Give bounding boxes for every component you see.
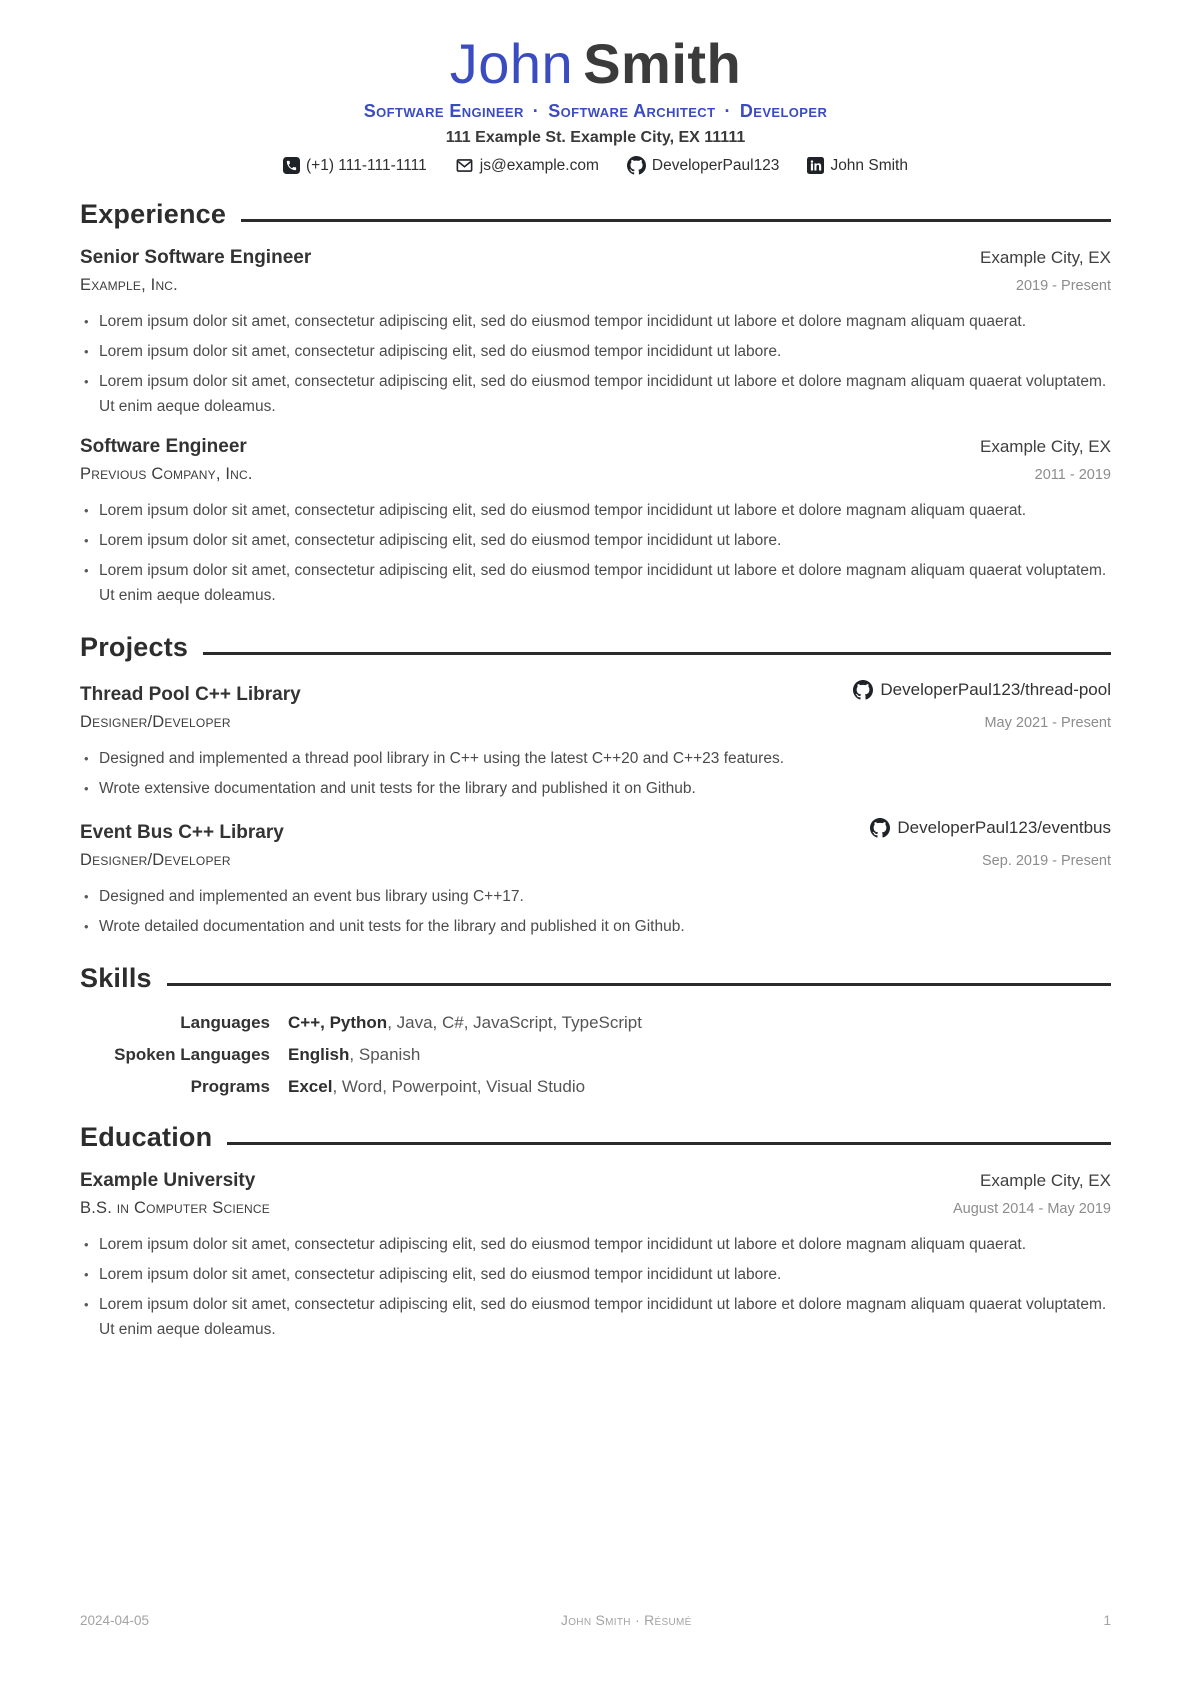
- project-dates: May 2021 - Present: [984, 715, 1111, 732]
- degree: B.S. in Computer Science: [80, 1199, 270, 1218]
- job-location: Example City, EX: [979, 437, 1111, 457]
- project-title: Thread Pool C++ Library: [80, 684, 301, 706]
- bullet-item: • Lorem ipsum dolor sit amet, consectetur adipiscing elit, sed do eiusmod tempor incididunt ut labore et dolore magnam aliquam quaerat.: [82, 1232, 1111, 1257]
- heading-rule: [241, 219, 1111, 222]
- experience-entry: [80, 247, 1111, 419]
- linkedin-contact[interactable]: [807, 157, 908, 175]
- job-location: Example City, EX: [979, 248, 1111, 268]
- education-bullets: [82, 1232, 1111, 1342]
- last-name: Smith: [583, 32, 742, 95]
- bullet-item: • Lorem ipsum dolor sit amet, consectetur adipiscing elit, sed do eiusmod tempor incididunt ut labore.: [82, 1262, 1111, 1287]
- job-title: Software Engineer: [80, 436, 247, 458]
- project-repo-link[interactable]: [853, 680, 1111, 700]
- project-dates: Sep. 2019 - Present: [982, 853, 1111, 870]
- role-developer: Developer: [739, 101, 828, 122]
- heading-rule: [227, 1142, 1111, 1145]
- footer-date: 2024-04-05: [80, 1613, 150, 1628]
- role-software-architect: Software Architect: [548, 101, 716, 122]
- education-dates: August 2014 - May 2019: [953, 1201, 1111, 1218]
- school-location: Example City, EX: [979, 1171, 1111, 1191]
- school-name: Example University: [80, 1170, 256, 1192]
- repo-name: DeveloperPaul123/thread-pool: [880, 680, 1111, 700]
- github-contact[interactable]: [627, 156, 780, 175]
- job-dates: 2011 - 2019: [1034, 467, 1111, 484]
- skill-row-programs: [80, 1076, 1111, 1098]
- skill-label: Programs: [190, 1077, 270, 1097]
- skill-value-segment: , Word, Powerpoint, Visual Studio: [332, 1077, 586, 1097]
- section-experience: [80, 199, 1111, 608]
- skill-label: Languages: [180, 1013, 270, 1033]
- job-dates: 2019 - Present: [1015, 278, 1111, 295]
- project-entry: [80, 818, 1111, 939]
- project-repo-link[interactable]: [870, 818, 1111, 838]
- github-username: DeveloperPaul123: [651, 156, 780, 174]
- email-address: js@example.com: [479, 156, 599, 174]
- mail-icon: [455, 156, 474, 175]
- project-bullets: [82, 746, 1111, 801]
- project-title: Event Bus C++ Library: [80, 822, 284, 844]
- job-bullets: [82, 309, 1111, 419]
- heading-rule: [203, 652, 1111, 655]
- role-separator: ·: [532, 101, 540, 122]
- company-name: Previous Company, Inc.: [80, 465, 253, 484]
- page-footer: [80, 1612, 1111, 1628]
- email-contact[interactable]: [455, 156, 599, 175]
- skill-row-spoken-languages: [80, 1044, 1111, 1066]
- section-title: Skills: [80, 963, 152, 994]
- section-title: Experience: [80, 199, 227, 230]
- section-title: Projects: [80, 632, 189, 663]
- bullet-item: • Wrote extensive documentation and unit tests for the library and published it on Github.: [82, 776, 1111, 801]
- project-role: Designer/Developer: [80, 713, 231, 732]
- bullet-item: • Designed and implemented an event bus library using C++17.: [82, 884, 1111, 909]
- phone-number: (+1) 111-111-1111: [306, 156, 427, 174]
- skill-value: [288, 1012, 1111, 1034]
- company-name: Example, Inc.: [80, 276, 178, 295]
- section-skills: [80, 963, 1111, 1098]
- section-education: [80, 1122, 1111, 1342]
- project-bullets: [82, 884, 1111, 939]
- first-name: John: [449, 32, 574, 95]
- skill-label: Spoken Languages: [114, 1045, 270, 1065]
- skills-heading: [80, 963, 1111, 994]
- project-entry: [80, 680, 1111, 801]
- linkedin-name: John Smith: [830, 156, 908, 174]
- job-bullets: [82, 498, 1111, 608]
- github-icon: [853, 680, 873, 700]
- projects-heading: [80, 632, 1111, 663]
- phone-icon: [283, 157, 300, 174]
- experience-heading: [80, 199, 1111, 230]
- footer-title: John Smith · Résumé: [560, 1612, 692, 1628]
- contact-row: [80, 156, 1111, 175]
- heading-rule: [167, 983, 1111, 986]
- bullet-item: • Lorem ipsum dolor sit amet, consectetur adipiscing elit, sed do eiusmod tempor incididunt ut labore et dolore magnam aliquam quaerat.: [82, 498, 1111, 523]
- github-icon: [870, 818, 890, 838]
- bullet-item: • Lorem ipsum dolor sit amet, consectetur adipiscing elit, sed do eiusmod tempor incididunt ut labore et dolore magnam aliquam quaerat voluptatem. Ut enim aeque doleamus.: [82, 369, 1111, 419]
- role-separator: ·: [724, 101, 731, 122]
- experience-entry: [80, 436, 1111, 608]
- linkedin-icon: [807, 157, 824, 174]
- bullet-item: • Lorem ipsum dolor sit amet, consectetur adipiscing elit, sed do eiusmod tempor incididunt ut labore et dolore magnam aliquam quaerat voluptatem. Ut enim aeque doleamus.: [82, 558, 1111, 608]
- section-projects: [80, 632, 1111, 939]
- skill-value-segment: C++, Python: [288, 1013, 388, 1033]
- address-line: 111 Example St. Example City, EX 11111: [445, 129, 746, 147]
- section-title: Education: [80, 1122, 213, 1153]
- github-icon: [627, 156, 646, 175]
- education-heading: [80, 1122, 1111, 1153]
- resume-header: [80, 34, 1111, 175]
- bullet-item: • Lorem ipsum dolor sit amet, consectetur adipiscing elit, sed do eiusmod tempor incididunt ut labore.: [82, 339, 1111, 364]
- bullet-item: • Designed and implemented a thread pool library in C++ using the latest C++20 and C++23 features.: [82, 746, 1111, 771]
- bullet-item: • Lorem ipsum dolor sit amet, consectetur adipiscing elit, sed do eiusmod tempor incididunt ut labore et dolore magnam aliquam quaerat.: [82, 309, 1111, 334]
- repo-name: DeveloperPaul123/eventbus: [897, 818, 1111, 838]
- bullet-item: • Lorem ipsum dolor sit amet, consectetur adipiscing elit, sed do eiusmod tempor incididunt ut labore et dolore magnam aliquam quaerat voluptatem. Ut enim aeque doleamus.: [82, 1292, 1111, 1342]
- skill-value-segment: Excel: [288, 1077, 333, 1097]
- job-title: Senior Software Engineer: [80, 247, 312, 269]
- role-software-engineer: Software Engineer: [363, 101, 524, 122]
- skills-table: [80, 1012, 1111, 1098]
- project-role: Designer/Developer: [80, 851, 231, 870]
- skill-value-segment: English: [288, 1045, 350, 1065]
- bullet-item: • Wrote detailed documentation and unit tests for the library and published it on Github.: [82, 914, 1111, 939]
- phone-contact[interactable]: [283, 157, 427, 175]
- skill-value-segment: , Java, C#, JavaScript, TypeScript: [387, 1013, 642, 1033]
- full-name: [80, 34, 1111, 94]
- bullet-item: • Lorem ipsum dolor sit amet, consectetur adipiscing elit, sed do eiusmod tempor incididunt ut labore.: [82, 528, 1111, 553]
- skill-row-languages: [80, 1012, 1111, 1034]
- education-entry: [80, 1170, 1111, 1342]
- footer-page-number: 1: [1103, 1613, 1111, 1628]
- skill-value: [288, 1076, 1111, 1098]
- skill-value-segment: , Spanish: [349, 1045, 421, 1065]
- roles-line: [80, 101, 1111, 122]
- skill-value: [288, 1044, 1111, 1066]
